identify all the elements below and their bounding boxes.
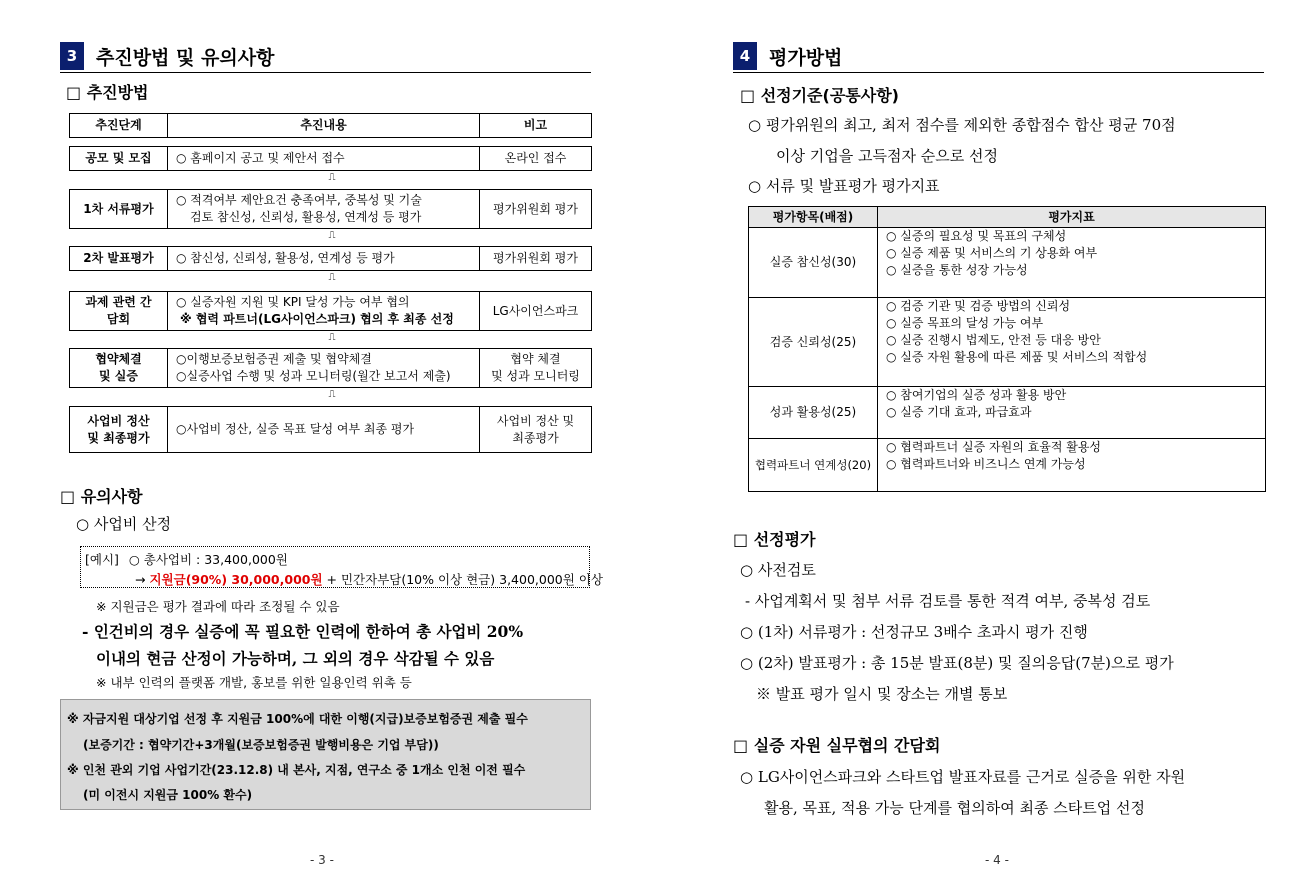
note-cell <box>479 406 592 453</box>
flow-arrow: ⎍ <box>328 272 336 283</box>
method-title: □ 추진방법 <box>66 83 149 102</box>
stage-text: 협약체결 및 실증 <box>95 352 142 383</box>
eval-indicator-cell <box>877 386 1266 439</box>
stage-cell <box>69 291 168 331</box>
indicator-line: ○ 실증을 통한 성장 가능성 <box>886 263 1028 277</box>
example-total: ○ 총사업비 : 33,400,000원 <box>128 552 288 567</box>
eval-item-cell: 검증 신뢰성(25) <box>748 297 878 387</box>
section-title: 평가방법 <box>769 46 843 69</box>
flow-arrow: ⎍ <box>328 230 336 241</box>
note-line: 사업비 정산 및 <box>496 413 575 428</box>
indicator-line: ○ 실증 진행시 법제도, 안전 등 대응 방안 <box>886 333 1101 347</box>
criteria-title: □ 선정기준(공통사항) <box>740 86 899 105</box>
note-cell <box>479 348 592 388</box>
budget-item: ○ 사업비 산정 <box>76 515 172 533</box>
example-line1 <box>85 550 288 568</box>
selection-line: ○ 사전검토 <box>740 561 816 579</box>
note-line: 및 성과 모니터링 <box>491 369 580 383</box>
example-box <box>80 546 603 588</box>
labor-cost-line2: 이내의 현금 산정이 가능하며, 그 외의 경우 삭감될 수 있음 <box>96 649 495 668</box>
indicator-line: ○ 참여기업의 실증 성과 활용 방안 <box>886 388 1067 402</box>
section-3-header <box>60 40 591 73</box>
stage-cell: 1차 서류평가 <box>69 189 168 229</box>
support-amount: 지원금(90%) 30,000,000원 <box>149 572 323 587</box>
content-cell <box>167 189 480 229</box>
criteria-line2: 이상 기업을 고득점자 순으로 선정 <box>776 147 998 165</box>
page-number-right: - 4 - <box>985 853 1009 867</box>
eval-item-cell: 협력파트너 연계성(20) <box>748 438 878 492</box>
selection-line: - 사업계획서 및 첨부 서류 검토를 통한 적격 여부, 중복성 검토 <box>745 592 1151 610</box>
section-number: 3 <box>60 42 84 70</box>
stage-text: 사업비 정산 및 최종평가 <box>87 413 150 445</box>
meeting-line1: ○ LG사이언스파크와 스타트업 발표자료를 근거로 실증을 위한 자원 <box>740 768 1186 786</box>
meeting-title: □ 실증 자원 실무협의 간담회 <box>733 736 941 755</box>
header-item: 평가항목(배점) <box>748 206 878 228</box>
header-content: 추진내용 <box>167 113 480 138</box>
stage-cell <box>69 348 168 388</box>
content-line: 검토 참신성, 신뢰성, 활용성, 연계성 등 평가 <box>190 210 422 224</box>
indicator-item: ○ 서류 및 발표평가 평가지표 <box>748 177 940 195</box>
indicator-line: ○ 실증 목표의 달성 가능 여부 <box>886 316 1044 330</box>
eval-indicator-cell <box>877 227 1266 298</box>
note-internal: ※ 내부 인력의 플랫폼 개발, 홍보를 위한 일용인력 위촉 등 <box>96 675 412 690</box>
notice-box <box>60 699 591 810</box>
content-line: ○ 적격여부 제안요건 충족여부, 중복성 및 기술 <box>176 193 422 207</box>
page-number-left: - 3 - <box>310 853 334 867</box>
selection-line: ○ (2차) 발표평가 : 총 15분 발표(8분) 및 질의응답(7분)으로 평가 <box>740 654 1174 672</box>
note-cell: LG사이언스파크 <box>479 291 592 331</box>
content-line: ○ 참신성, 신뢰성, 활용성, 연계성 등 평가 <box>176 251 395 265</box>
selection-line: ○ (1차) 서류평가 : 선정규모 3배수 초과시 평가 진행 <box>740 623 1088 641</box>
header-stage: 추진단계 <box>69 113 168 138</box>
selection-line: ※ 발표 평가 일시 및 장소는 개별 통보 <box>756 685 1008 703</box>
notice-line: ※ 자금지원 대상기업 선정 후 지원금 100%에 대한 이행(지급)보증보험증권 제출 필수 <box>67 712 528 726</box>
content-cell <box>167 406 480 453</box>
content-line: ○ 실증자원 지원 및 KPI 달성 가능 여부 협의 <box>176 295 410 309</box>
arrow-glyph: → <box>135 572 146 587</box>
stage-cell: 공모 및 모집 <box>69 146 168 171</box>
content-line: ○실증사업 수행 및 성과 모니터링(월간 보고서 제출) <box>176 369 451 383</box>
selection-title: □ 선정평가 <box>733 530 816 549</box>
eval-item-cell: 실증 참신성(30) <box>748 227 878 298</box>
note-adjust: ※ 지원금은 평가 결과에 따라 조정될 수 있음 <box>96 599 340 614</box>
meeting-line2: 활용, 목표, 적용 가능 단계를 협의하여 최종 스타트업 선정 <box>764 799 1145 817</box>
flow-arrow: ⎍ <box>328 389 336 400</box>
notice-line: ※ 인천 관외 기업 사업기간(23.12.8) 내 본사, 지점, 연구소 중 1개소 인천 이전 필수 <box>67 763 526 777</box>
indicator-line: ○ 실증 자원 활용에 따른 제품 및 서비스의 적합성 <box>886 350 1148 364</box>
section-title: 추진방법 및 유의사항 <box>96 46 275 69</box>
indicator-line: ○ 실증 기대 효과, 파급효과 <box>886 405 1032 419</box>
example-line2 <box>135 570 603 588</box>
header-note: 비고 <box>479 113 592 138</box>
self-funding: + 민간자부담(10% 이상 현금) 3,400,000원 이상 <box>326 572 603 587</box>
indicator-line: ○ 협력파트너와 비즈니스 연계 가능성 <box>886 457 1086 471</box>
stage-cell: 2차 발표평가 <box>69 246 168 271</box>
content-cell <box>167 246 480 271</box>
indicator-line: ○ 실증 제품 및 서비스의 기 상용화 여부 <box>886 246 1098 260</box>
indicator-line: ○ 검증 기관 및 검증 방법의 신뢰성 <box>886 299 1071 313</box>
criteria-line1: ○ 평가위원의 최고, 최저 점수를 제외한 종합점수 합산 평균 70점 <box>748 116 1176 134</box>
section-number: 4 <box>733 42 757 70</box>
stage-text: 과제 관련 간담회 <box>85 295 152 326</box>
eval-indicator-cell <box>877 297 1266 387</box>
stage-cell <box>69 406 168 453</box>
content-cell <box>167 348 480 388</box>
section-4-header <box>733 40 1264 73</box>
note-cell: 평가위원회 평가 <box>479 189 592 229</box>
eval-indicator-cell <box>877 438 1266 492</box>
eval-item-cell: 성과 활용성(25) <box>748 386 878 439</box>
note-cell: 평가위원회 평가 <box>479 246 592 271</box>
note-cell: 온라인 접수 <box>479 146 592 171</box>
example-label: [예시] <box>85 552 119 567</box>
flow-arrow: ⎍ <box>328 172 336 183</box>
labor-cost-line1: - 인건비의 경우 실증에 꼭 필요한 인력에 한하여 총 사업비 20% <box>82 622 524 641</box>
caution-title: □ 유의사항 <box>60 487 143 506</box>
header-indicator: 평가지표 <box>877 206 1266 228</box>
content-line: ※ 협력 파트너(LG사이언스파크) 협의 후 최종 선정 <box>180 312 454 326</box>
notice-line: (미 이전시 지원금 100% 환수) <box>83 788 253 802</box>
content-line: ○ 홈페이지 공고 및 제안서 접수 <box>176 151 345 165</box>
content-line: ○이행보증보험증권 제출 및 협약체결 <box>176 352 372 366</box>
flow-arrow: ⎍ <box>328 332 336 343</box>
content-cell <box>167 146 480 171</box>
notice-line: (보증기간 : 협약기간+3개월(보증보험증권 발행비용은 기업 부담)) <box>83 738 439 752</box>
indicator-line: ○ 협력파트너 실증 자원의 효율적 활용성 <box>886 440 1102 454</box>
note-line: 협약 체결 <box>510 352 561 366</box>
content-line: ○사업비 정산, 실증 목표 달성 여부 최종 평가 <box>176 422 415 436</box>
note-line: 최종평가 <box>512 430 559 445</box>
content-cell <box>167 291 480 331</box>
indicator-line: ○ 실증의 필요성 및 목표의 구체성 <box>886 229 1067 243</box>
